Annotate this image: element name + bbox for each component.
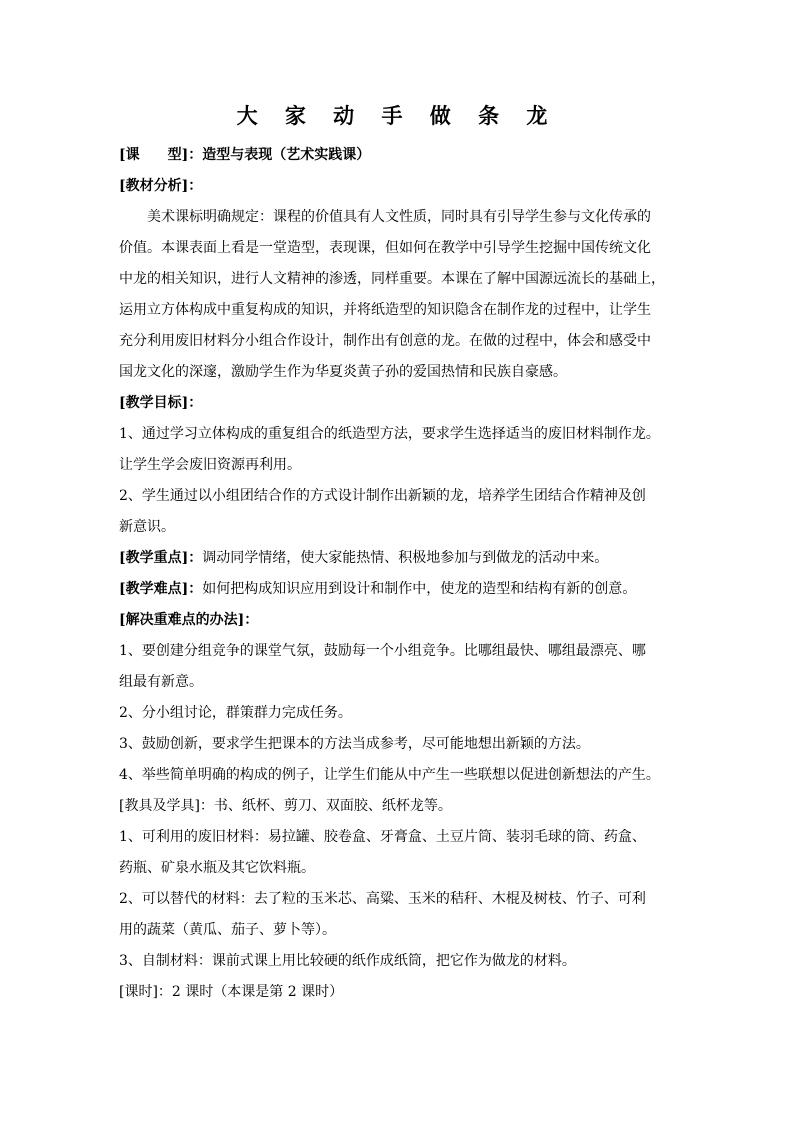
course-type-value: 造型与表现（艺术实践课）: [202, 147, 371, 163]
document-body: [119, 140, 679, 1008]
solutions-line: 3、鼓励创新，要求学生把课本的方法当成参考，尽可能地想出新颖的方法。: [119, 736, 590, 752]
tools-line: [教具及学具]：书、纸杯、剪刀、双面胶、纸杯龙等。: [119, 798, 452, 814]
course-type-label: [课 型]：: [119, 147, 203, 163]
goals-line: 1、通过学习立体构成的重复组合的纸造型方法，要求学生选择适当的废旧材料制作龙。: [119, 426, 660, 442]
analysis-line: 国龙文化的深邃，激励学生作为华夏炎黄子孙的爱国热情和民族自豪感。: [119, 364, 567, 380]
key-point-line: [119, 543, 679, 574]
analysis-line: 中龙的相关知识，进行人文精神的渗透，同样重要。本课在了解中国源远流长的基础上，: [119, 271, 665, 287]
goals-heading: [教学目标]：: [119, 395, 203, 411]
analysis-line: 美术课标明确规定：课程的价值具有人文性质，同时具有引导学生参与文化传承的: [147, 209, 651, 225]
analysis-heading: [教材分析]：: [119, 178, 203, 194]
analysis-line: 充分利用废旧材料分小组合作设计，制作出有创意的龙。在做的过程中，体会和感受中: [119, 333, 651, 349]
goals-line: 新意识。: [119, 519, 175, 535]
solutions-line: 4、举些简单明确的构成的例子，让学生们能从中产生一些联想以促进创新想法的产生。: [119, 767, 660, 783]
key-point-value: 调动同学情绪，使大家能热情、积极地参加与到做龙的活动中来。: [202, 550, 609, 566]
difficulty-value: 如何把构成知识应用到设计和制作中，使龙的造型和结构有新的创意。: [202, 581, 637, 597]
difficulty-label: [教学难点]：: [119, 581, 203, 597]
solutions-line: 1、要创建分组竞争的课堂气氛，鼓励每一个小组竞争。比哪组最快、哪组最漂亮、哪: [119, 643, 646, 659]
solutions-line: 组最有新意。: [119, 674, 203, 690]
solutions-heading: [解决重难点的办法]：: [119, 612, 259, 628]
course-type-line: [119, 140, 679, 171]
tools-item-line: 3、自制材料：课前式课上用比较硬的纸作成纸筒，把它作为做龙的材料。: [119, 953, 576, 969]
solutions-line: 2、分小组讨论，群策群力完成任务。: [119, 705, 352, 721]
tools-item-line: 1、可利用的废旧材料：易拉罐、胶卷盒、牙膏盒、土豆片筒、装羽毛球的筒、药盒、: [119, 829, 646, 845]
difficulty-line: [119, 574, 679, 605]
goals-line: 2、学生通过以小组团结合作的方式设计制作出新颖的龙，培养学生团结合作精神及创: [119, 488, 646, 504]
analysis-line: 运用立方体构成中重复构成的知识，并将纸造型的知识隐含在制作龙的过程中，让学生: [119, 302, 651, 318]
key-point-label: [教学重点]：: [119, 550, 203, 566]
goals-line: 让学生学会废旧资源再利用。: [119, 457, 301, 473]
tools-item-line: 药瓶、矿泉水瓶及其它饮料瓶。: [119, 860, 315, 876]
analysis-line: 价值。本课表面上看是一堂造型，表现课，但如何在教学中引导学生挖掘中国传统文化: [119, 240, 651, 256]
tools-item-line: 2、可以替代的材料：去了粒的玉米芯、高粱、玉米的秸秆、木棍及树枝、竹子、可利: [119, 891, 646, 907]
class-hours-line: [课时]：2 课时（本课是第 2 课时）: [119, 984, 344, 1000]
document-title: 大 家 动 手 做 条 龙: [236, 103, 558, 128]
tools-item-line: 用的蔬菜（黄瓜、茄子、萝卜等）。: [119, 922, 336, 938]
